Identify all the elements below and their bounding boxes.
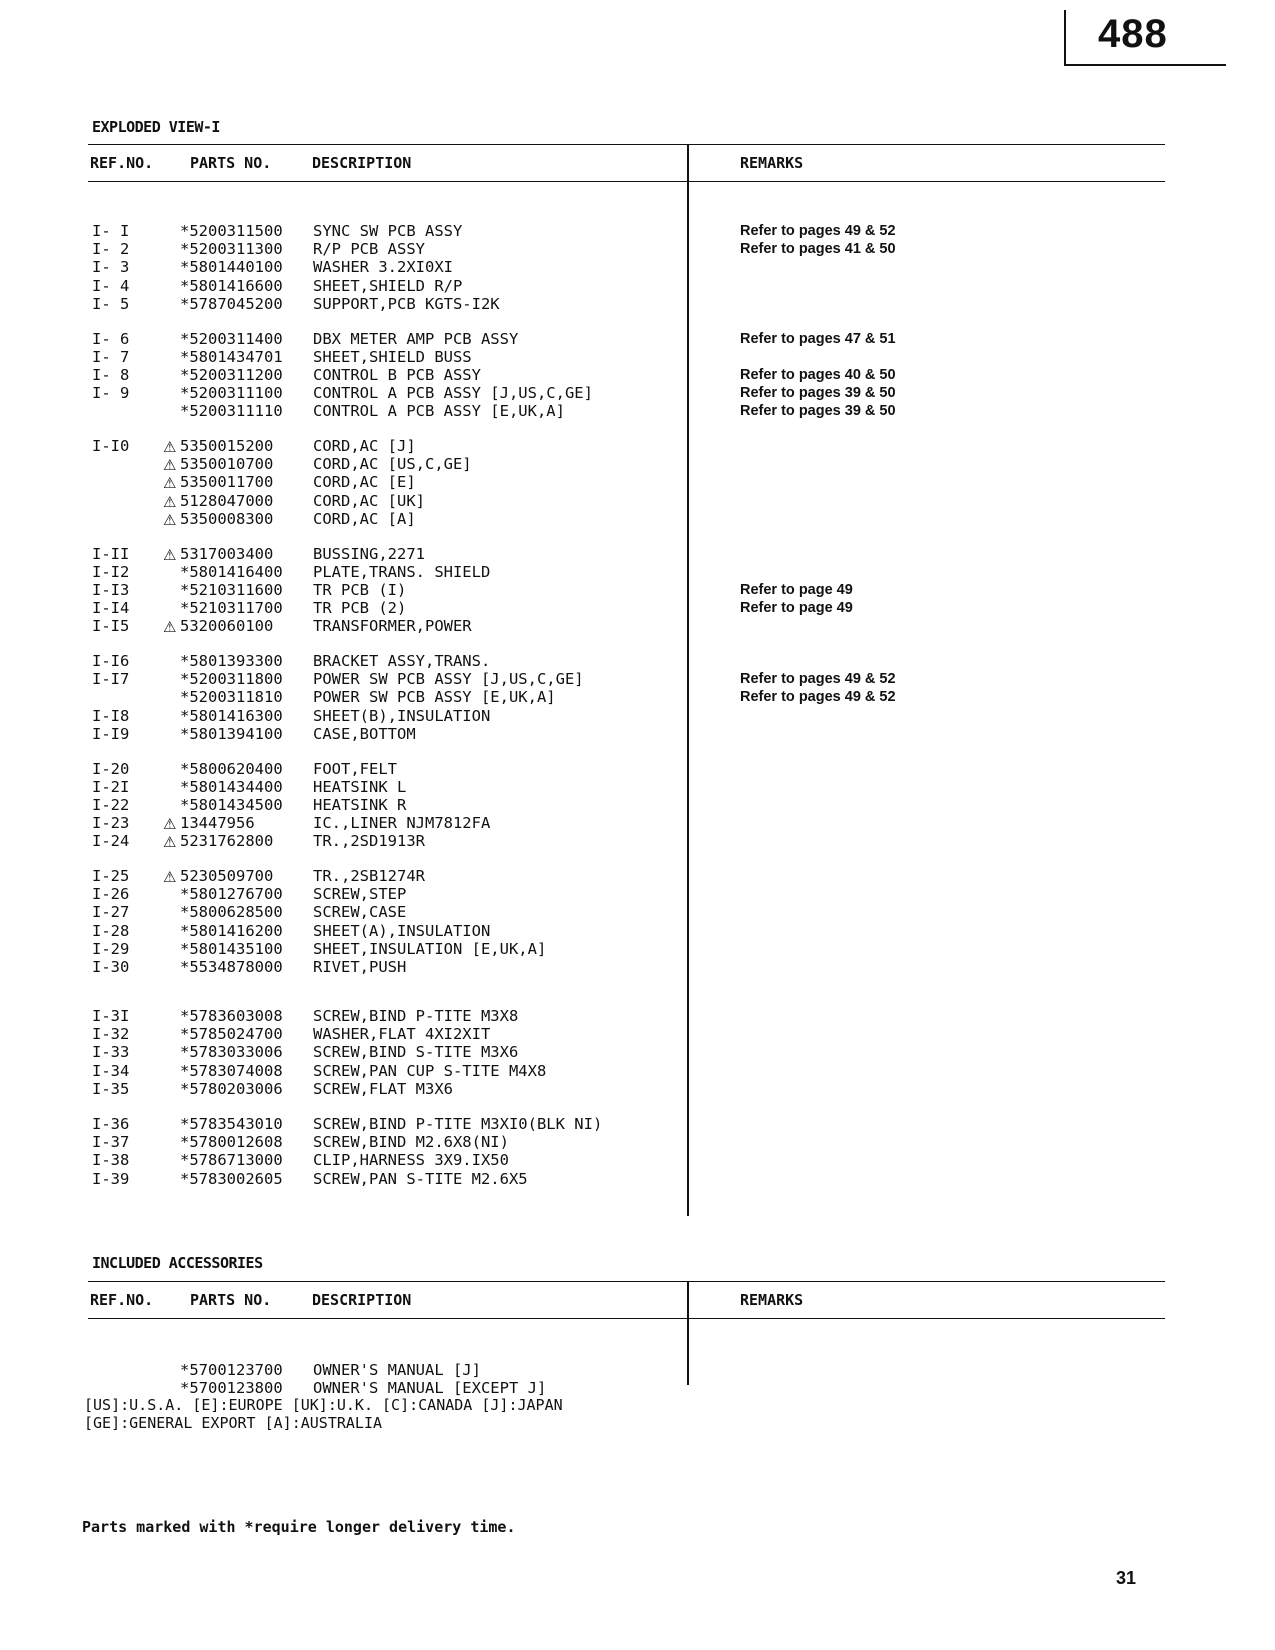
ref-no-cell: I-25 bbox=[92, 867, 130, 885]
ref-no-cell: I-20 bbox=[92, 759, 130, 778]
description-cell: TR PCB (I) bbox=[313, 580, 407, 599]
description-cell: POWER SW PCB ASSY [E,UK,A] bbox=[313, 688, 556, 707]
description-cell: SHEET(A),INSULATION bbox=[313, 921, 491, 940]
description-cell: SHEET,SHIELD R/P bbox=[313, 276, 463, 295]
remarks-cell: Refer to pages 39 & 50 bbox=[740, 385, 896, 402]
table-row bbox=[88, 402, 1165, 421]
description-cell: TRANSFORMER,POWER bbox=[313, 617, 472, 636]
table-row bbox=[88, 1115, 1165, 1134]
acc-header-remarks: REMARKS bbox=[740, 1291, 804, 1309]
parts-no-cell: *5210311700 bbox=[180, 599, 283, 618]
acc-header-ref-no: REF.NO. bbox=[90, 1291, 154, 1309]
parts-no-cell: 5231762800 bbox=[180, 832, 274, 851]
safety-warning-icon: ⚠ bbox=[163, 456, 177, 475]
parts-no-cell: 5230509700 bbox=[180, 867, 274, 885]
description-cell: IC.,LINER NJM7812FA bbox=[313, 814, 491, 833]
table-row bbox=[88, 1151, 1165, 1170]
ref-no-cell: I-I8 bbox=[92, 706, 130, 725]
remarks-cell: Refer to pages 49 & 52 bbox=[740, 689, 896, 706]
description-cell: WASHER 3.2XI0XI bbox=[313, 258, 453, 277]
parts-no-cell: *5783603008 bbox=[180, 1007, 283, 1025]
table-row bbox=[88, 1043, 1165, 1062]
description-cell: OWNER'S MANUAL [J] bbox=[313, 1361, 481, 1379]
ref-no-cell: I-I6 bbox=[92, 652, 130, 670]
delivery-note: Parts marked with *require longer delivery time. bbox=[82, 1518, 516, 1536]
table-row bbox=[88, 240, 1165, 259]
remarks-cell: Refer to pages 40 & 50 bbox=[740, 366, 896, 383]
description-cell: TR.,2SD1913R bbox=[313, 832, 425, 851]
ref-no-cell: I- 5 bbox=[92, 294, 130, 313]
parts-no-cell: *5785024700 bbox=[180, 1025, 283, 1044]
parts-no-cell: *5200311500 bbox=[180, 222, 283, 240]
safety-warning-icon: ⚠ bbox=[163, 868, 177, 886]
table-row bbox=[88, 295, 1165, 314]
description-cell: DBX METER AMP PCB ASSY bbox=[313, 329, 519, 348]
table-row bbox=[88, 885, 1165, 904]
header-ref-no: REF.NO. bbox=[90, 154, 154, 172]
table-row bbox=[88, 599, 1165, 618]
description-cell: CONTROL B PCB ASSY bbox=[313, 365, 481, 384]
table-row bbox=[88, 277, 1165, 296]
model-number: 488 bbox=[1098, 12, 1168, 56]
accessories-header bbox=[88, 1281, 1165, 1319]
ref-no-cell: I- 9 bbox=[92, 384, 130, 403]
parts-no-cell: 5350011700 bbox=[180, 473, 274, 492]
description-cell: SCREW,BIND S-TITE M3X6 bbox=[313, 1043, 519, 1062]
table-header bbox=[88, 144, 1165, 182]
description-cell: CLIP,HARNESS 3X9.IX50 bbox=[313, 1151, 509, 1170]
parts-no-cell: *5200311800 bbox=[180, 670, 283, 689]
description-cell: SHEET,SHIELD BUSS bbox=[313, 347, 472, 366]
table-row bbox=[88, 330, 1165, 349]
parts-no-cell: *5801416300 bbox=[180, 706, 283, 725]
acc-header-parts-no: PARTS NO. bbox=[190, 1291, 272, 1309]
parts-no-cell: *5200311300 bbox=[180, 240, 283, 259]
description-cell: SCREW,BIND M2.6X8(NI) bbox=[313, 1133, 509, 1152]
ref-no-cell: I-I4 bbox=[92, 599, 130, 618]
description-cell: HEATSINK L bbox=[313, 777, 407, 796]
description-cell: BRACKET ASSY,TRANS. bbox=[313, 652, 491, 670]
parts-no-cell: *5786713000 bbox=[180, 1151, 283, 1170]
description-cell: SCREW,BIND P-TITE M3XI0(BLK NI) bbox=[313, 1115, 603, 1133]
remarks-cell: Refer to pages 39 & 50 bbox=[740, 403, 896, 420]
description-cell: SCREW,BIND P-TITE M3X8 bbox=[313, 1007, 519, 1025]
safety-warning-icon: ⚠ bbox=[163, 833, 177, 852]
table-row bbox=[88, 492, 1165, 511]
description-cell: CORD,AC [J] bbox=[313, 437, 416, 455]
description-cell: HEATSINK R bbox=[313, 795, 407, 814]
table-row bbox=[88, 348, 1165, 367]
description-cell: CONTROL A PCB ASSY [E,UK,A] bbox=[313, 402, 565, 421]
table-row bbox=[88, 1025, 1165, 1044]
parts-no-cell: 13447956 bbox=[180, 814, 255, 833]
parts-no-cell: *5783002605 bbox=[180, 1169, 283, 1188]
ref-no-cell: I- I bbox=[92, 222, 130, 240]
table-row bbox=[88, 707, 1165, 726]
table-row bbox=[88, 670, 1165, 689]
ref-no-cell: I- 4 bbox=[92, 276, 130, 295]
description-cell: CORD,AC [E] bbox=[313, 473, 416, 492]
parts-no-cell: *5801416400 bbox=[180, 562, 283, 581]
ref-no-cell: I-36 bbox=[92, 1115, 130, 1133]
parts-no-cell: 5350008300 bbox=[180, 509, 274, 528]
table-row bbox=[88, 688, 1165, 707]
exploded-view-title: EXPLODED VIEW-I bbox=[92, 118, 220, 136]
safety-warning-icon: ⚠ bbox=[163, 492, 177, 511]
parts-no-cell: *5783543010 bbox=[180, 1115, 283, 1133]
description-cell: SCREW,PAN S-TITE M2.6X5 bbox=[313, 1169, 528, 1188]
ref-no-cell: I-3I bbox=[92, 1007, 130, 1025]
table-row bbox=[88, 581, 1165, 600]
header-parts-no: PARTS NO. bbox=[190, 154, 272, 172]
safety-warning-icon: ⚠ bbox=[163, 618, 177, 637]
ref-no-cell: I-33 bbox=[92, 1043, 130, 1062]
table-row bbox=[88, 958, 1165, 977]
ref-no-cell: I-I2 bbox=[92, 562, 130, 581]
description-cell: SYNC SW PCB ASSY bbox=[313, 222, 463, 240]
parts-no-cell: *5200311100 bbox=[180, 384, 283, 403]
parts-no-cell: *5534878000 bbox=[180, 958, 283, 976]
safety-warning-icon: ⚠ bbox=[163, 474, 177, 493]
parts-no-cell: *5801435100 bbox=[180, 939, 283, 958]
parts-no-cell: *5801394100 bbox=[180, 724, 283, 743]
parts-no-cell: *5210311600 bbox=[180, 580, 283, 599]
ref-no-cell: I-I9 bbox=[92, 724, 130, 743]
ref-no-cell: I-39 bbox=[92, 1169, 130, 1188]
table-row bbox=[88, 366, 1165, 385]
remarks-cell: Refer to pages 49 & 52 bbox=[740, 671, 896, 688]
table-row bbox=[88, 222, 1165, 241]
ref-no-cell: I-I7 bbox=[92, 670, 130, 689]
table-row bbox=[88, 652, 1165, 671]
description-cell: CORD,AC [US,C,GE] bbox=[313, 455, 472, 474]
parts-no-cell: *5200311810 bbox=[180, 688, 283, 707]
table-row bbox=[88, 832, 1165, 851]
accessories-table bbox=[88, 1281, 1165, 1397]
ref-no-cell: I-22 bbox=[92, 795, 130, 814]
parts-no-cell: *5801440100 bbox=[180, 258, 283, 277]
ref-no-cell: I-32 bbox=[92, 1025, 130, 1044]
parts-no-cell: *5801416200 bbox=[180, 921, 283, 940]
parts-no-cell: *5801434701 bbox=[180, 347, 283, 366]
acc-header-description: DESCRIPTION bbox=[312, 1291, 412, 1309]
safety-warning-icon: ⚠ bbox=[163, 815, 177, 834]
header-description: DESCRIPTION bbox=[312, 154, 412, 172]
table-row bbox=[88, 867, 1165, 886]
parts-no-cell: 5350015200 bbox=[180, 437, 274, 455]
region-legend-line-1: [US]:U.S.A. [E]:EUROPE [UK]:U.K. [C]:CANADA [J]:JAPAN bbox=[84, 1396, 563, 1414]
table-row bbox=[88, 1170, 1165, 1189]
safety-warning-icon: ⚠ bbox=[163, 438, 177, 456]
parts-no-cell: *5800628500 bbox=[180, 903, 283, 922]
parts-no-cell: *5780012608 bbox=[180, 1133, 283, 1152]
description-cell: WASHER,FLAT 4XI2XIT bbox=[313, 1025, 491, 1044]
ref-no-cell: I-37 bbox=[92, 1133, 130, 1152]
description-cell: CORD,AC [A] bbox=[313, 509, 416, 528]
safety-warning-icon: ⚠ bbox=[163, 545, 177, 564]
description-cell: SCREW,PAN CUP S-TITE M4X8 bbox=[313, 1061, 547, 1080]
table-row bbox=[88, 1062, 1165, 1081]
parts-no-cell: *5787045200 bbox=[180, 294, 283, 313]
parts-no-cell: *5783074008 bbox=[180, 1061, 283, 1080]
table-row bbox=[88, 778, 1165, 797]
parts-no-cell: *5200311200 bbox=[180, 365, 283, 384]
description-cell: CONTROL A PCB ASSY [J,US,C,GE] bbox=[313, 384, 593, 403]
table-row bbox=[88, 1361, 1165, 1380]
ref-no-cell: I-24 bbox=[92, 832, 130, 851]
table-row bbox=[88, 545, 1165, 564]
ref-no-cell: I-I5 bbox=[92, 617, 130, 636]
description-cell: POWER SW PCB ASSY [J,US,C,GE] bbox=[313, 670, 584, 689]
parts-no-cell: *5700123700 bbox=[180, 1361, 283, 1379]
ref-no-cell: I- 6 bbox=[92, 329, 130, 348]
description-cell: CORD,AC [UK] bbox=[313, 491, 425, 510]
table-row bbox=[88, 455, 1165, 474]
description-cell: SCREW,CASE bbox=[313, 903, 407, 922]
remarks-cell: Refer to pages 41 & 50 bbox=[740, 241, 896, 258]
ref-no-cell: I-30 bbox=[92, 958, 130, 976]
description-cell: SUPPORT,PCB KGTS-I2K bbox=[313, 294, 500, 313]
table-row bbox=[88, 617, 1165, 636]
table-row bbox=[88, 563, 1165, 582]
description-cell: RIVET,PUSH bbox=[313, 958, 407, 976]
parts-no-cell: 5320060100 bbox=[180, 617, 274, 636]
region-legend-line-2: [GE]:GENERAL EXPORT [A]:AUSTRALIA bbox=[84, 1414, 383, 1432]
ref-no-cell: I- 3 bbox=[92, 258, 130, 277]
description-cell: TR PCB (2) bbox=[313, 599, 407, 618]
ref-no-cell: I-I3 bbox=[92, 580, 130, 599]
safety-warning-icon: ⚠ bbox=[163, 510, 177, 529]
table-row bbox=[88, 796, 1165, 815]
remarks-cell: Refer to pages 47 & 51 bbox=[740, 330, 896, 347]
table-row bbox=[88, 384, 1165, 403]
ref-no-cell: I-II bbox=[92, 544, 130, 563]
table-row bbox=[88, 814, 1165, 833]
parts-no-cell: 5317003400 bbox=[180, 544, 274, 563]
parts-no-cell: *5700123800 bbox=[180, 1379, 283, 1397]
table-row bbox=[88, 510, 1165, 529]
remarks-cell: Refer to page 49 bbox=[740, 581, 853, 598]
parts-no-cell: 5350010700 bbox=[180, 455, 274, 474]
description-cell: SHEET(B),INSULATION bbox=[313, 706, 491, 725]
description-cell: SHEET,INSULATION [E,UK,A] bbox=[313, 939, 547, 958]
ref-no-cell: I- 8 bbox=[92, 365, 130, 384]
table-row bbox=[88, 1080, 1165, 1099]
parts-no-cell: *5200311400 bbox=[180, 329, 283, 348]
table-row bbox=[88, 725, 1165, 744]
table-row bbox=[88, 473, 1165, 492]
table-row bbox=[88, 922, 1165, 941]
ref-no-cell: I-34 bbox=[92, 1061, 130, 1080]
parts-no-cell: *5801393300 bbox=[180, 652, 283, 670]
parts-no-cell: *5780203006 bbox=[180, 1079, 283, 1098]
table-row bbox=[88, 258, 1165, 277]
table-row bbox=[88, 1133, 1165, 1152]
description-cell: R/P PCB ASSY bbox=[313, 240, 425, 259]
ref-no-cell: I-23 bbox=[92, 814, 130, 833]
ref-no-cell: I- 7 bbox=[92, 347, 130, 366]
description-cell: PLATE,TRANS. SHIELD bbox=[313, 562, 491, 581]
exploded-view-table bbox=[88, 144, 1165, 1188]
ref-no-cell: I-26 bbox=[92, 885, 130, 904]
parts-no-cell: *5200311110 bbox=[180, 402, 283, 421]
ref-no-cell: I-2I bbox=[92, 777, 130, 796]
table-row bbox=[88, 437, 1165, 456]
ref-no-cell: I- 2 bbox=[92, 240, 130, 259]
parts-no-cell: *5783033006 bbox=[180, 1043, 283, 1062]
ref-no-cell: I-35 bbox=[92, 1079, 130, 1098]
page-number: 31 bbox=[1116, 1568, 1137, 1588]
table-row bbox=[88, 903, 1165, 922]
parts-no-cell: *5801416600 bbox=[180, 276, 283, 295]
accessories-title: INCLUDED ACCESSORIES bbox=[92, 1254, 263, 1272]
table-row bbox=[88, 940, 1165, 959]
table-row bbox=[88, 760, 1165, 779]
description-cell: BUSSING,2271 bbox=[313, 544, 425, 563]
parts-no-cell: *5801434400 bbox=[180, 777, 283, 796]
remarks-cell: Refer to page 49 bbox=[740, 600, 853, 617]
description-cell: FOOT,FELT bbox=[313, 759, 397, 778]
description-cell: CASE,BOTTOM bbox=[313, 724, 416, 743]
parts-no-cell: 5128047000 bbox=[180, 491, 274, 510]
ref-no-cell: I-29 bbox=[92, 939, 130, 958]
ref-no-cell: I-I0 bbox=[92, 437, 130, 455]
table-row bbox=[88, 1007, 1165, 1026]
ref-no-cell: I-27 bbox=[92, 903, 130, 922]
header-remarks: REMARKS bbox=[740, 154, 804, 172]
description-cell: SCREW,FLAT M3X6 bbox=[313, 1079, 453, 1098]
parts-no-cell: *5801434500 bbox=[180, 795, 283, 814]
remarks-cell: Refer to pages 49 & 52 bbox=[740, 223, 896, 239]
parts-no-cell: *5800620400 bbox=[180, 759, 283, 778]
ref-no-cell: I-28 bbox=[92, 921, 130, 940]
description-cell: OWNER'S MANUAL [EXCEPT J] bbox=[313, 1379, 547, 1397]
ref-no-cell: I-38 bbox=[92, 1151, 130, 1170]
description-cell: TR.,2SB1274R bbox=[313, 867, 425, 885]
parts-no-cell: *5801276700 bbox=[180, 885, 283, 904]
description-cell: SCREW,STEP bbox=[313, 885, 407, 904]
